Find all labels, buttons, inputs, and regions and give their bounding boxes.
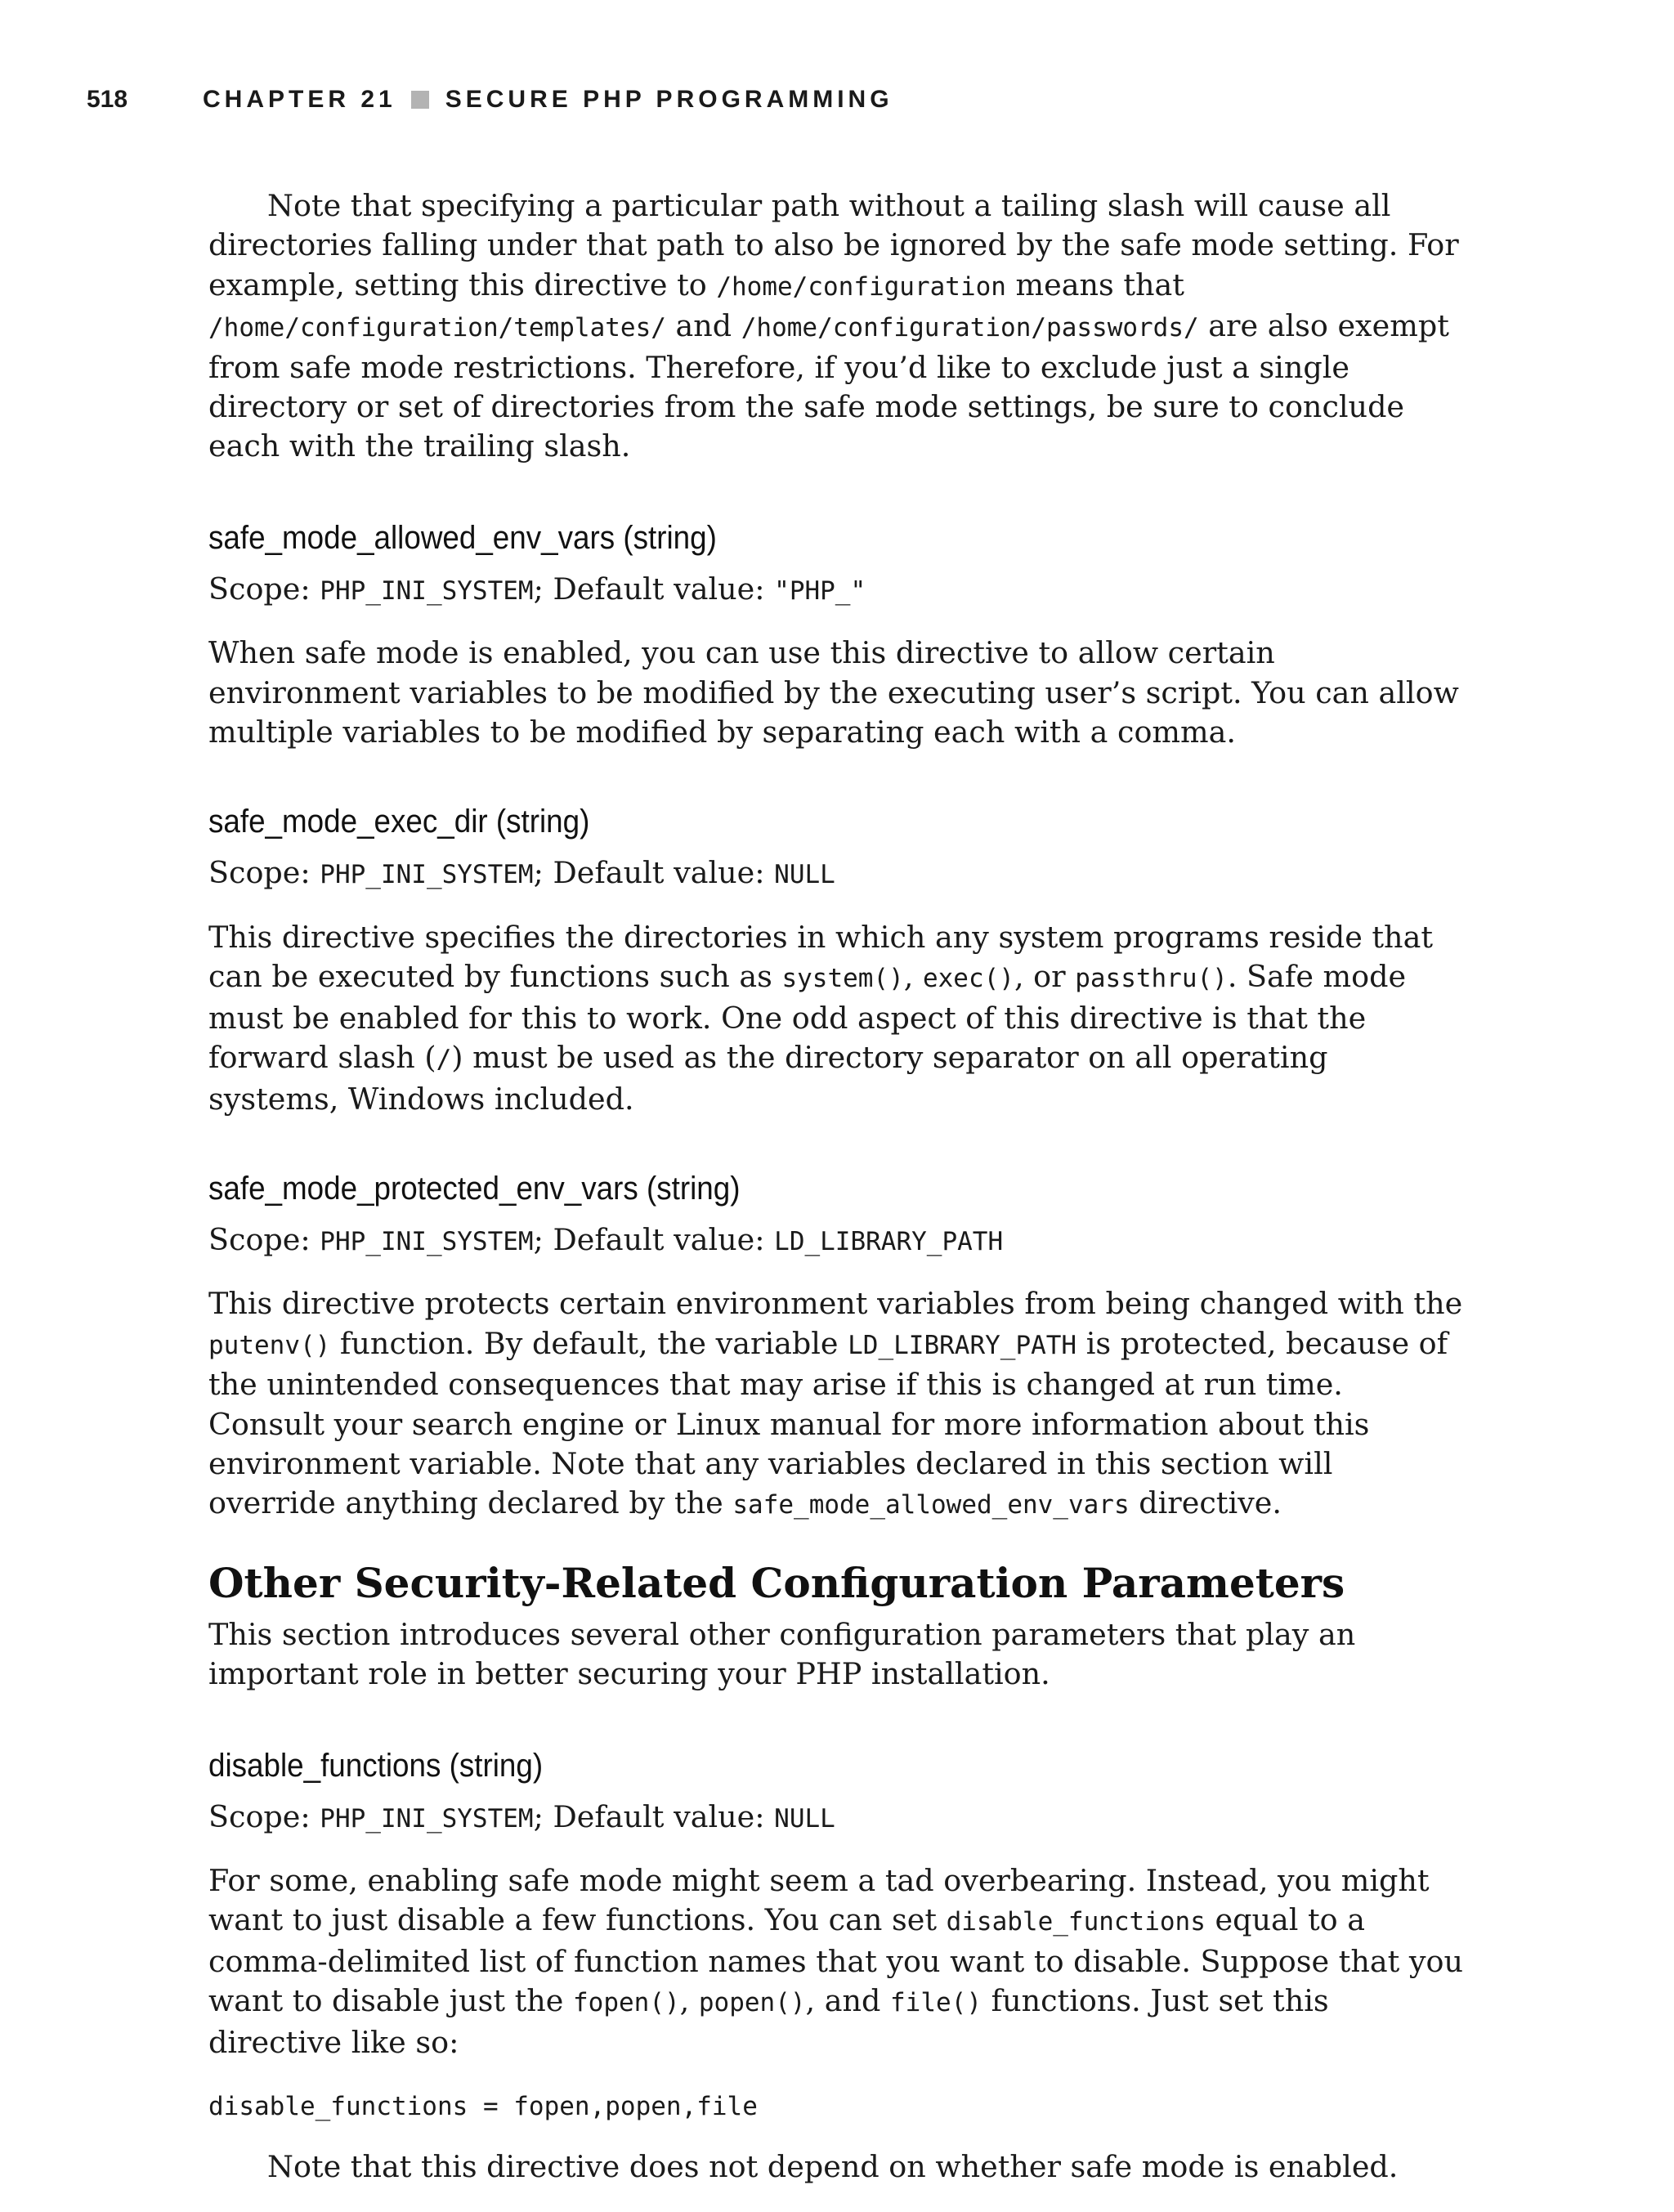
scope-line — [208, 1220, 1467, 1261]
inline-code: file() — [890, 1988, 982, 2018]
text: and — [665, 308, 741, 344]
text: For some, enabling safe mode might seem a tad overbearing. Instead, you might want to just disable a few functions. You can set — [208, 1862, 1430, 1938]
inline-code: /home/configuration/passwords/ — [741, 313, 1199, 343]
heading-safe-mode-exec-dir: safe_mode_exec_dir (string) — [208, 804, 590, 840]
intro-paragraph — [208, 186, 1467, 467]
inline-code: disable_functions — [946, 1907, 1206, 1937]
inline-code: /home/configuration/templates/ — [208, 313, 666, 343]
inline-code: NULL — [774, 1803, 835, 1834]
scope-line — [208, 853, 1467, 894]
note-paragraph: Note that this directive does not depend on whether safe mode is enabled. — [267, 2149, 1399, 2184]
inline-code: passthru() — [1075, 964, 1228, 994]
scope-line — [208, 570, 1467, 611]
text: Scope: — [208, 1221, 320, 1257]
inline-code: PHP_INI_SYSTEM — [320, 1226, 534, 1256]
text: , — [679, 1983, 699, 2019]
text: , or — [1014, 959, 1076, 995]
text: directive. — [1129, 1485, 1282, 1521]
running-head — [87, 82, 893, 118]
scope-line — [208, 1798, 1467, 1838]
inline-code: exec() — [922, 964, 1014, 994]
page-number: 518 — [87, 86, 128, 113]
chapter-label: CHAPTER 21 — [203, 86, 396, 113]
text: is protected, because of the unintended consequences that may arise if this is changed at run time. Consult your search engine or Linux manual for more information about this environment variable. Note that any variables declared in this section will override anything declared by the — [208, 1325, 1448, 1521]
inline-code: popen() — [698, 1988, 806, 2018]
text: ; Default value: — [533, 1221, 775, 1257]
inline-code: LD_LIBRARY_PATH — [774, 1226, 1004, 1256]
other-intro-paragraph: This section introduces several other configuration parameters that play an important role in better securing your PHP installation. — [208, 1616, 1356, 1692]
heading-other-security-parameters: Other Security-Related Configuration Parameters — [208, 1558, 1345, 1607]
allowed-env-paragraph: When safe mode is enabled, you can use this directive to allow certain environment variables to be modified by the executing user’s script. You can allow multiple variables to be modified by separating each with a comma. — [208, 635, 1459, 750]
disable-functions-paragraph — [208, 1861, 1467, 2062]
text: , and — [805, 1983, 890, 2019]
inline-code: PHP_INI_SYSTEM — [320, 1803, 534, 1834]
inline-code: safe_mode_allowed_env_vars — [732, 1490, 1130, 1520]
inline-code: /home/configuration — [716, 271, 1006, 302]
text: are also exempt from safe mode restrictions. Therefore, if you’d like to exclude just a single directory or set of directories from the safe mode settings, be sure to conclude each with the trailing slash. — [208, 308, 1449, 464]
inline-code: PHP_INI_SYSTEM — [320, 575, 534, 606]
text: ; Default value: — [533, 1798, 775, 1834]
code-example: disable_functions = fopen,popen,file — [208, 2092, 758, 2121]
protected-env-paragraph — [208, 1284, 1467, 1525]
heading-safe-mode-allowed-env-vars: safe_mode_allowed_env_vars (string) — [208, 519, 717, 556]
text: Scope: — [208, 855, 320, 891]
text: means that — [1005, 266, 1184, 302]
chapter-title: SECURE PHP PROGRAMMING — [445, 86, 893, 113]
inline-code: "PHP_" — [774, 575, 866, 606]
text: , — [903, 959, 923, 995]
text: Scope: — [208, 1798, 320, 1834]
text: Scope: — [208, 571, 320, 607]
inline-code: / — [436, 1045, 452, 1075]
chapter-separator-square-icon — [411, 91, 429, 109]
text: ; Default value: — [533, 571, 775, 607]
text: ) must be used as the directory separator on all operating systems, Windows included. — [208, 1040, 1328, 1117]
text: This directive specifies the directories in which any system programs reside that can be executed by functions such as — [208, 919, 1433, 995]
inline-code: LD_LIBRARY_PATH — [848, 1330, 1077, 1360]
text: equal to a comma-delimited list of function names that you want to disable. Suppose that you want to disable just the — [208, 1902, 1463, 2019]
inline-code: fopen() — [573, 1988, 680, 2018]
text: ; Default value: — [533, 855, 775, 891]
text: function. By default, the variable — [330, 1325, 848, 1361]
heading-disable-functions: disable_functions (string) — [208, 1747, 544, 1784]
text: . Safe mode must be enabled for this to work. One odd aspect of this directive is that the forward slash ( — [208, 959, 1407, 1076]
inline-code: PHP_INI_SYSTEM — [320, 860, 534, 890]
inline-code: NULL — [774, 860, 835, 890]
inline-code: putenv() — [208, 1330, 331, 1360]
text: functions. Just set this directive like so: — [208, 1983, 1329, 2060]
inline-code: system() — [781, 964, 904, 994]
heading-safe-mode-protected-env-vars: safe_mode_protected_env_vars (string) — [208, 1170, 741, 1207]
text: Note that specifying a particular path without a tailing slash will cause all directories falling under that path to also be ignored by the safe mode setting. For example, setting this directive to — [208, 188, 1459, 302]
page-content — [208, 186, 1467, 2187]
text: This directive protects certain environment variables from being changed with the — [208, 1286, 1463, 1322]
exec-dir-paragraph — [208, 918, 1467, 1119]
